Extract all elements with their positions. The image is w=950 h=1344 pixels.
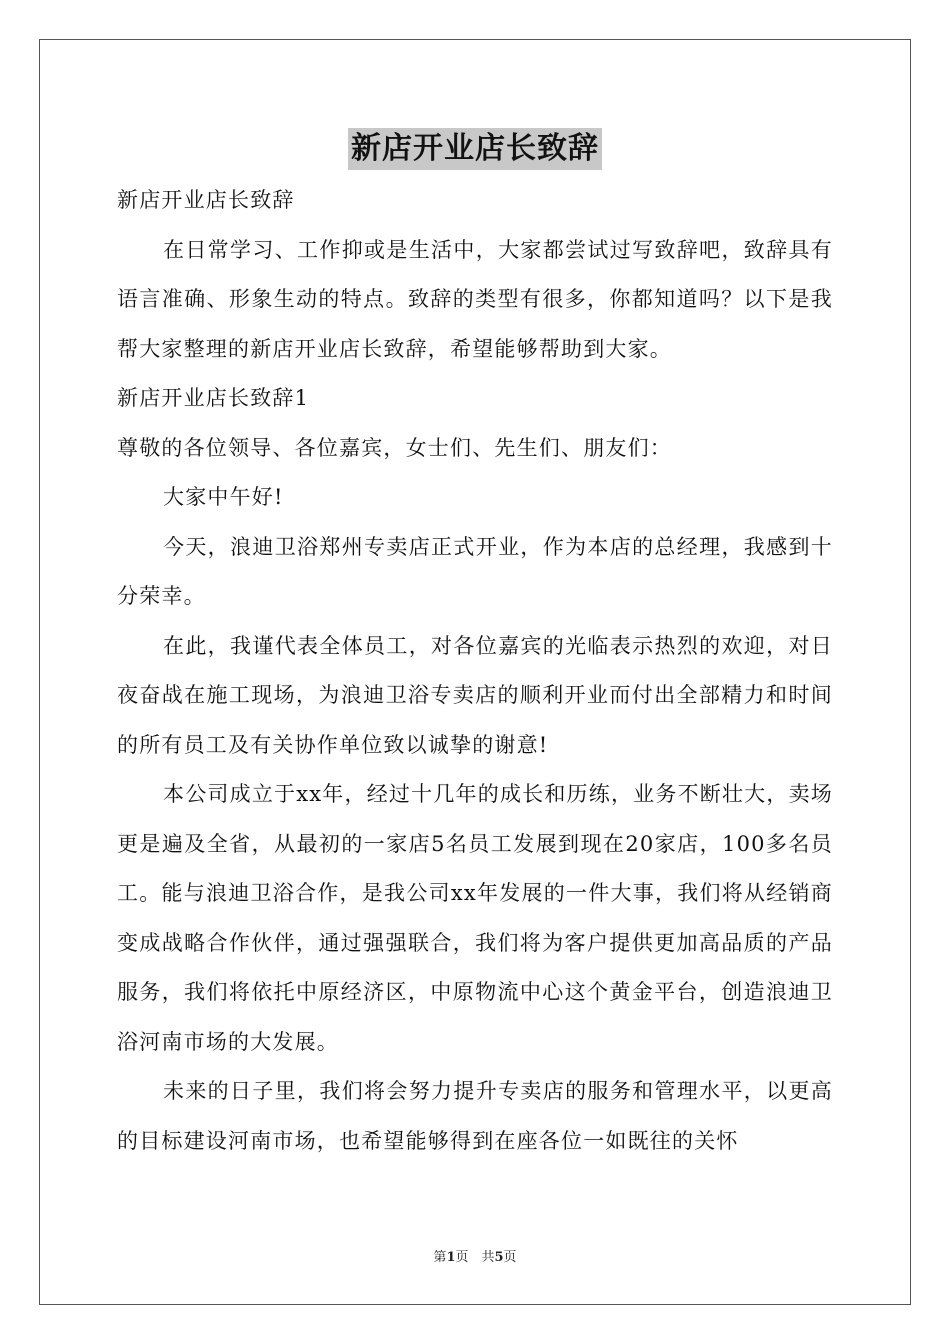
greeting: 大家中午好! xyxy=(163,485,284,509)
paragraph: 今天，浪迪卫浴郑州专卖店正式开业，作为本店的总经理，我感到十分荣幸。 xyxy=(117,534,833,608)
salutation: 尊敬的各位领导、各位嘉宾，女士们、先生们、朋友们： xyxy=(117,435,672,460)
paragraph: 新店开业店长致辞 xyxy=(117,188,295,212)
footer-mid: 页 共 xyxy=(455,1250,495,1265)
document-title-wrap xyxy=(0,128,950,170)
document-body xyxy=(117,176,833,1166)
document-title: 新店开业店长致辞 xyxy=(348,128,602,170)
footer-prefix: 第 xyxy=(433,1250,447,1265)
paragraph: 在日常学习、工作抑或是生活中，大家都尝试过写致辞吧，致辞具有语言准确、形象生动的特点。致辞的类型有很多，你都知道吗？以下是我帮大家整理的新店开业店长致辞，希望能够帮助到大家。 xyxy=(117,237,833,361)
page-footer xyxy=(0,1246,950,1265)
section-heading: 新店开业店长致辞1 xyxy=(117,386,310,410)
footer-total-pages: 5 xyxy=(494,1250,504,1265)
footer-page-number: 1 xyxy=(446,1250,456,1265)
footer-suffix: 页 xyxy=(503,1250,517,1265)
paragraph: 本公司成立于xx年，经过十几年的成长和历练，业务不断壮大，卖场更是遍及全省，从最初的一家店5名员工发展到现在20家店，100多名员工。能与浪迪卫浴合作，是我公司xx年发展的一件大事，我们将从经销商变成战略合作伙伴，通过强强联合，我们将为客户提供更加高品质的产品服务，我们将依托中原经济区，中原物流中心这个黄金平台，创造浪迪卫浴河南市场的大发展。 xyxy=(117,782,833,1054)
paragraph: 在此，我谨代表全体员工，对各位嘉宾的光临表示热烈的欢迎，对日夜奋战在施工现场，为浪迪卫浴专卖店的顺利开业而付出全部精力和时间的所有员工及有关协作单位致以诚挚的谢意! xyxy=(117,633,833,757)
paragraph: 未来的日子里，我们将会努力提升专卖店的服务和管理水平，以更高的目标建设河南市场，也希望能够得到在座各位一如既往的关怀 xyxy=(117,1079,833,1153)
